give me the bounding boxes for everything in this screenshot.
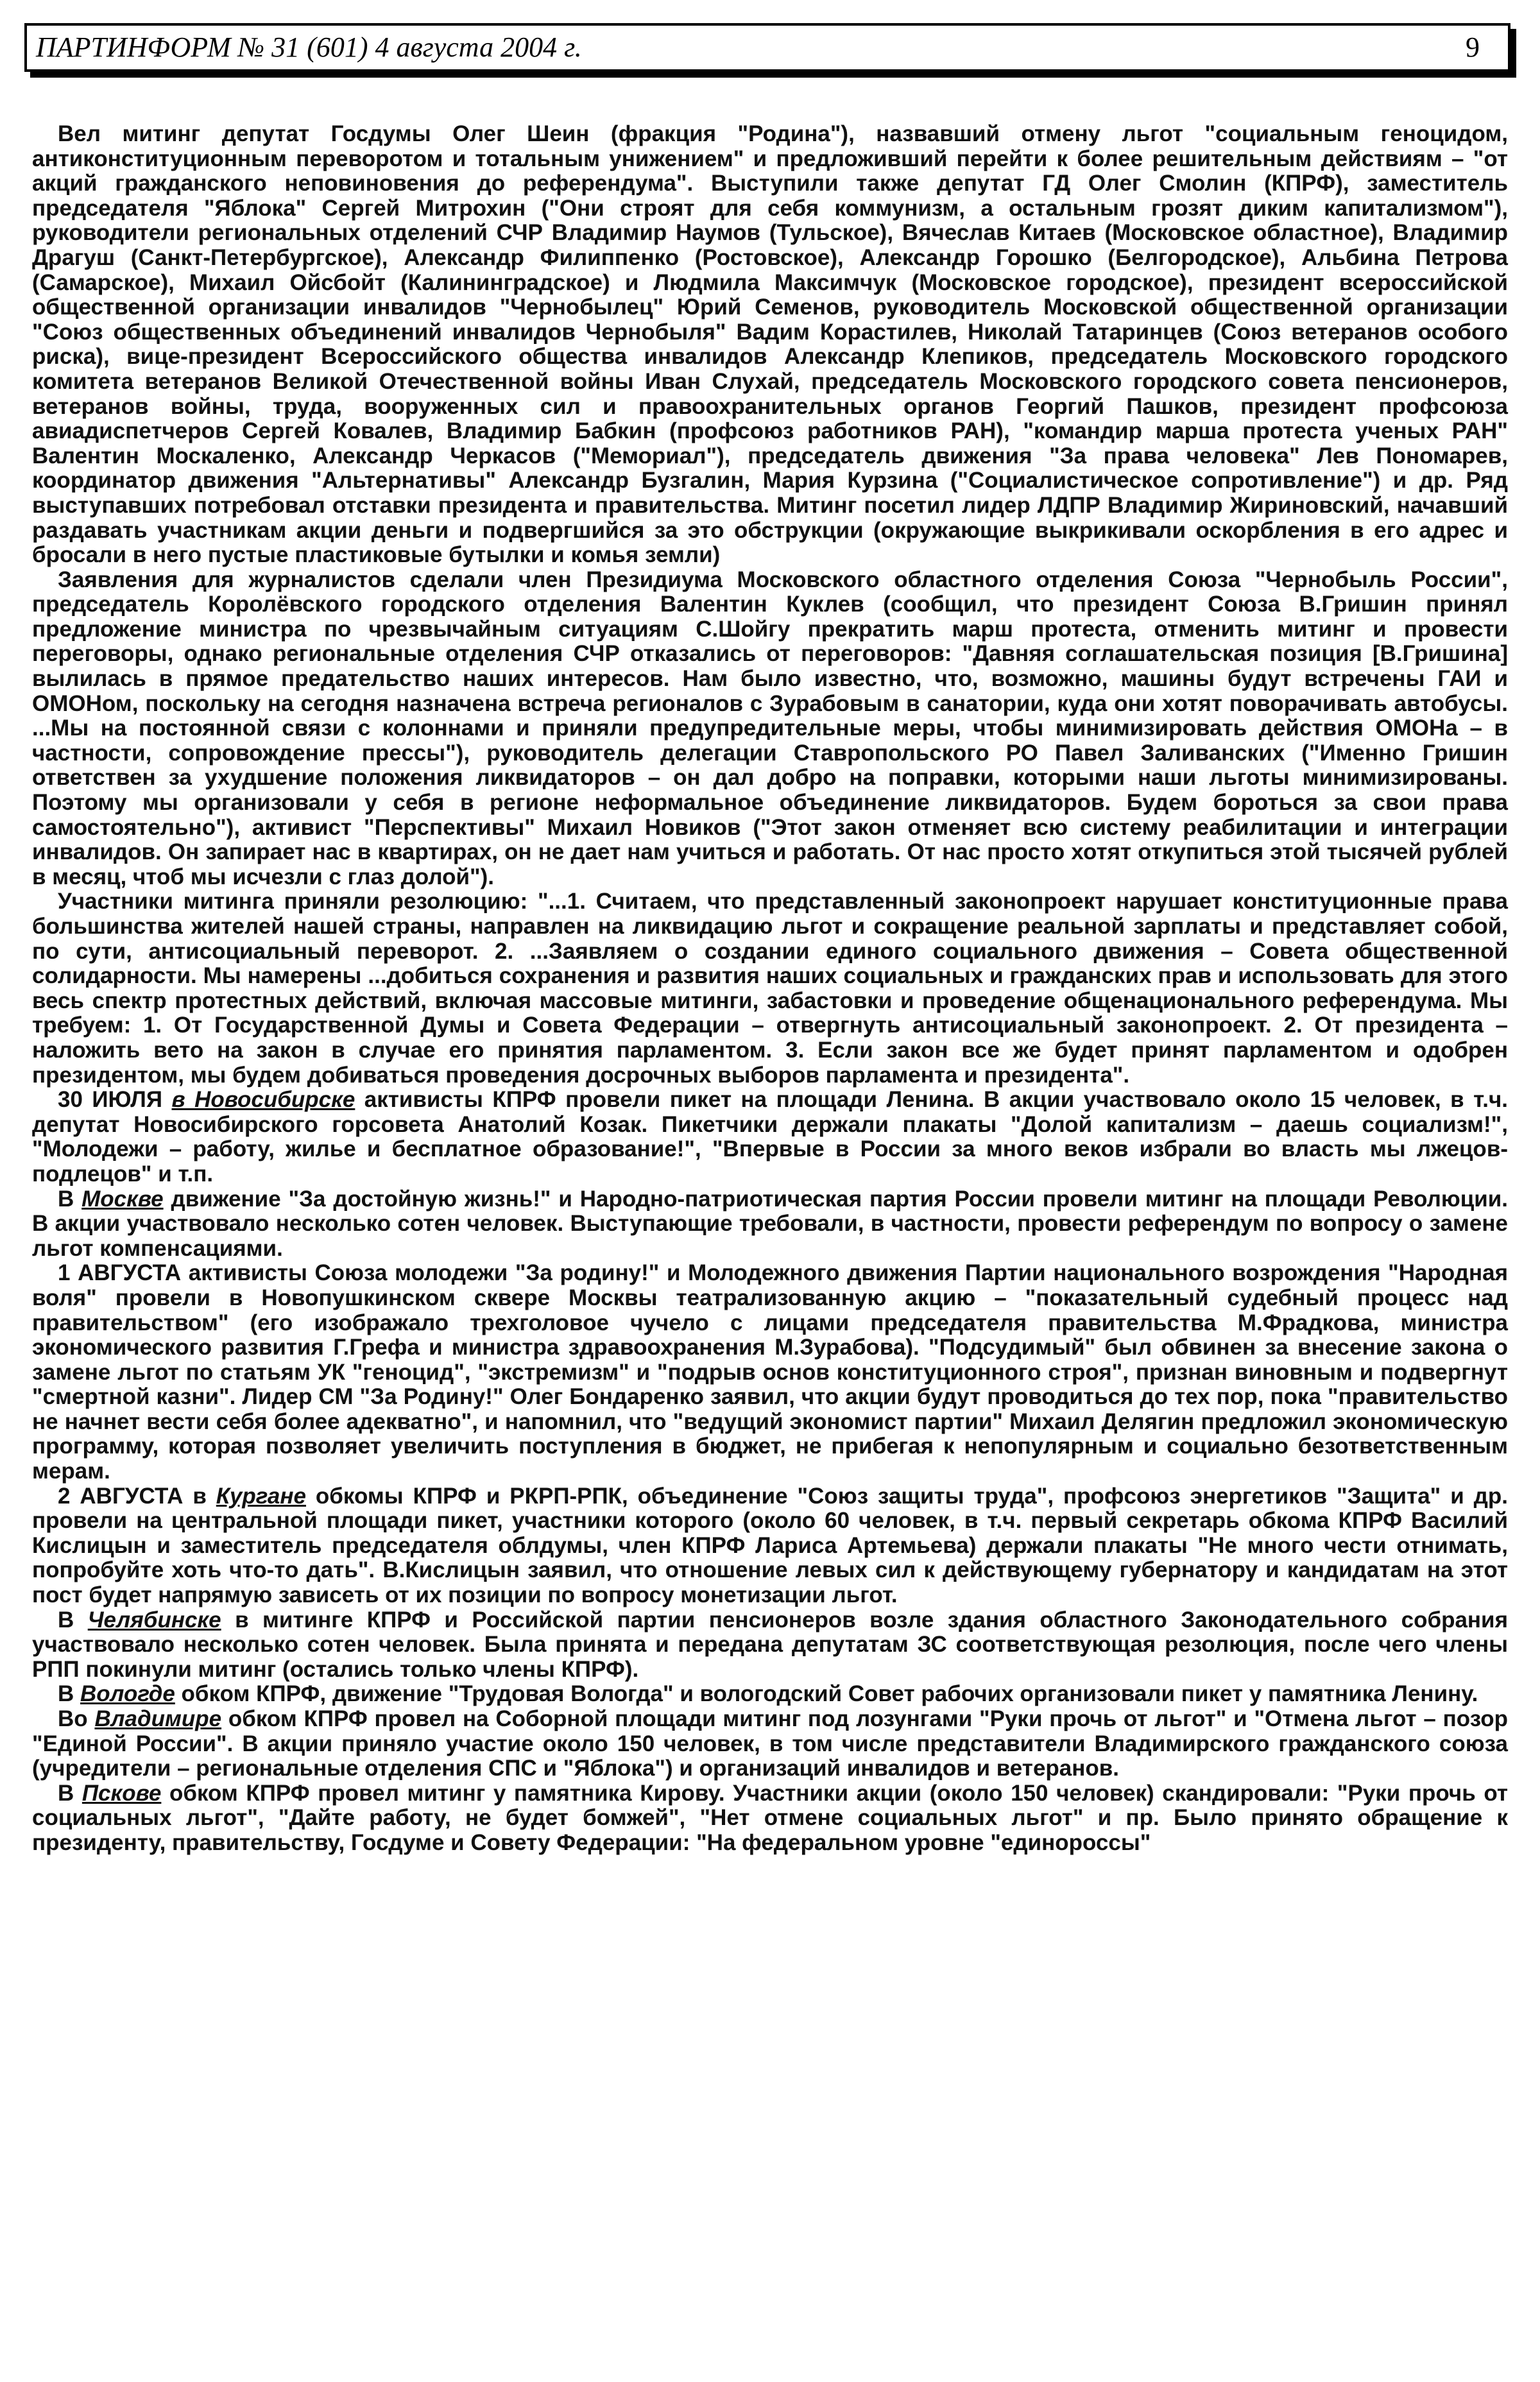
paragraph-text: обком КПРФ провел на Соборной площади митинг под лозунгами "Руки прочь от льгот" и "Отмена льгот – позор "Единой России". В акции приняло участие около 150 человек, в том числе представители Владимирского гражданского союза (учредители – региональные отделения СПС и "Яблока") и организаций инвалидов и ветеранов.	[32, 1706, 1508, 1781]
paragraph-pskov	[32, 1781, 1508, 1856]
date-lead: 30 ИЮЛЯ	[58, 1087, 172, 1113]
paragraph-text: активисты КПРФ провели пикет на площади Ленина. В акции участвовало около 15 человек, в т.ч. депутат Новосибирского горсовета Анатолий Козак. Пикетчики держали плакаты "Долой капитализм – даешь социализм!", "Молодежи – работу, жилье и бесплатное образование!", "Впервые в России за много веков избрали во власть мы лжецов-подлецов" и т.п.	[32, 1087, 1508, 1187]
paragraph-august-1: 1 АВГУСТА активисты Союза молодежи "За родину!" и Молодежного движения Партии национального возрождения "Народная воля" провели в Новопушкинском сквере Москвы театрализованную акцию – "показательный судебный процесс над правительством" (его изображало трехголовое чучело с лицами председателя правительства М.Фрадкова, министра экономического развития Г.Грефа и министра здравоохранения М.Зурабова). "Подсудимый" был обвинен за внесение закона о замене льгот по статьям УК "геноцид", "экстремизм" и "подрыв основ конституционного строя", признан виновным и подвергнут "смертной казни". Лидер СМ "За Родину!" Олег Бондаренко заявил, что акции будут проводиться до тех пор, пока "правительство не начнет вести себя более адекватно", и напомнил, что "ведущий экономист партии" Михаил Делягин предложил экономическую программу, которая позволяет увеличить поступления в бюджет, не прибегая к непопулярным и социально безответственным мерам.	[32, 1260, 1508, 1484]
paragraph-chelyabinsk	[32, 1608, 1508, 1683]
place-name: в Новосибирске	[171, 1087, 355, 1113]
paragraph-kurgan	[32, 1484, 1508, 1608]
place-name: Вологде	[80, 1681, 175, 1707]
paragraph-text: в митинге КПРФ и Российской партии пенсионеров возле здания областного Законодательного собрания участвовало несколько сотен человек. Была принята и передана депутатам ЗС соответствующая резолюция, после чего члены РПП покинули митинг (остались только члены КПРФ).	[32, 1607, 1508, 1682]
place-name: Челябинске	[87, 1607, 221, 1632]
paragraph-text: обком КПРФ, движение "Трудовая Вологда" и вологодский Совет рабочих организовали пикет у памятника Ленину.	[175, 1681, 1478, 1707]
paragraph-text: движение "За достойную жизнь!" и Народно-патриотическая партия России провели митинг на площади Революции. В акции участвовало несколько сотен человек. Выступающие требовали, в частности, провести референдум по вопросу о замене льгот компенсациями.	[32, 1186, 1509, 1261]
paragraph-novosibirsk	[32, 1088, 1508, 1187]
date-lead: В	[58, 1607, 88, 1632]
paragraph-statements: Заявления для журналистов сделали член Президиума Московского областного отделения Союза "Чернобыль России", председатель Королёвского городского отделения Валентин Куклев (сообщил, что президент Союза В.Гришин принял предложение министра по чрезвычайным ситуациям С.Шойгу прекратить марш протеста, отменить митинг и провести переговоры, однако региональные отделения СЧР отказались от переговоров: "Давняя соглашательская позиция [В.Гришина] вылилась в прямое предательство наших интересов. Нам было известно, что, возможно, машины будут встречены ГАИ и ОМОНом, поскольку на сегодня назначена встреча регионалов с Зурабовым в санатории, куда они хотят поворачивать автобусы. ...Мы на постоянной связи с колоннами и приняли предупредительные меры, чтобы минимизировать действия ОМОНа – в частности, сопровождение прессы"), руководитель делегации Ставропольского РО Павел Заливанских ("Именно Гришин ответствен за ухудшение положения ликвидаторов – он дал добро на поправки, которыми наши льготы минимизированы. Поэтому мы организовали у себя в регионе неформальное объединение ликвидаторов. Будем бороться за свои права самостоятельно"), активист "Перспективы" Михаил Новиков ("Этот закон отменяет всю систему реабилитации и интеграции инвалидов. Он запирает нас в квартирах, он не дает нам учиться и работать. От нас просто хотят откупиться этой тысячей рублей в месяц, чтоб мы исчезли с глаз долой").	[32, 567, 1508, 889]
place-name: Владимире	[94, 1706, 222, 1731]
article-body	[32, 122, 1508, 1856]
date-lead: В	[58, 1186, 82, 1212]
paragraph-vologda	[32, 1682, 1508, 1707]
place-name: Москве	[81, 1186, 164, 1212]
paragraph-rally: Вел митинг депутат Госдумы Олег Шеин (фракция "Родина"), назвавший отмену льгот "социальным геноцидом, антиконституционным переворотом и тотальным унижением" и предложивший перейти к более решительным действиям – "от акций гражданского неповиновения до референдума". Выступили также депутат ГД Олег Смолин (КПРФ), заместитель председателя "Яблока" Сергей Митрохин ("Они строят для себя коммунизм, а остальным грозят диким капитализмом"), руководители региональных отделений СЧР Владимир Наумов (Тульское), Вячеслав Китаев (Московское областное), Владимир Драгуш (Санкт-Петербургское), Александр Филиппенко (Ростовское), Александр Горошко (Белгородское), Альбина Петрова (Самарское), Михаил Ойсбойт (Калининградское) и Людмила Максимчук (Московское городское), президент всероссийской общественной организации инвалидов "Чернобылец" Юрий Семенов, руководитель Московской общественной организации "Союз общественных объединений инвалидов Чернобыля" Вадим Корастилев, Николай Татаринцев (Союз ветеранов особого риска), вице-президент Всероссийского общества инвалидов Александр Клепиков, председатель Московского городского комитета ветеранов Великой Отечественной войны Иван Слухай, председатель Московского городского совета пенсионеров, ветеранов войны, труда, вооруженных сил и правоохранительных органов Георгий Пашков, президент профсоюза авиадиспетчеров Сергей Ковалев, Владимир Бабкин (профсоюз работников РАН), "командир марша протеста ученых РАН" Валентин Москаленко, Александр Черкасов ("Мемориал"), председатель движения "За права человека" Лев Пономарев, координатор движения "Альтернативы" Александр Бузгалин, Мария Курзина ("Социалистическое сопротивление") и др. Ряд выступавших потребовал отставки президента и правительства. Митинг посетил лидер ЛДПР Владимир Жириновский, начавший раздавать участникам акции деньги и подвергшийся за это обструкции (окружающие выкрикивали оскорбления в его адрес и бросали в него пустые пластиковые бутылки и комья земли)	[32, 121, 1508, 568]
date-lead: В	[58, 1780, 82, 1806]
page-header	[24, 23, 1510, 72]
paragraph-moscow	[32, 1187, 1508, 1262]
date-lead: В	[58, 1681, 80, 1707]
page-number: 9	[1466, 31, 1480, 63]
date-lead: 2 АВГУСТА в	[58, 1483, 216, 1509]
place-name: Пскове	[81, 1780, 162, 1806]
newspaper-title: ПАРТИНФОРМ № 31 (601) 4 августа 2004 г.	[36, 31, 582, 63]
paragraph-vladimir	[32, 1707, 1508, 1781]
paragraph-resolution: Участники митинга приняли резолюцию: "...1. Считаем, что представленный законопроект нарушает конституционные права большинства жителей нашей страны, направлен на ликвидацию льгот и сокращение реальной зарплаты и представляет собой, по сути, антисоциальный переворот. 2. ...Заявляем о создании единого социального движения – Совета общественной солидарности. Мы намерены ...добиться сохранения и развития наших социальных и гражданских прав и использовать для этого весь спектр протестных действий, включая массовые митинги, забастовки и проведение общенационального референдума. Мы требуем: 1. От Государственной Думы и Совета Федерации – отвергнуть антисоциальный законопроект. 2. От президента – наложить вето на закон в случае его принятия парламентом. 3. Если закон все же будет принят парламентом и одобрен президентом, мы будем добиваться проведения досрочных выборов парламента и президента".	[32, 889, 1508, 1088]
paragraph-text: обком КПРФ провел митинг у памятника Кирову. Участники акции (около 150 человек) скандировали: "Руки прочь от социальных льгот", "Дайте работу, не будет бомжей", "Нет отмене социальных льгот" и пр. Было принято обращение к президенту, правительству, Госдуме и Совету Федерации: "На федеральном уровне "единороссы"	[32, 1780, 1509, 1855]
place-name: Кургане	[216, 1483, 306, 1509]
paragraph-text: обкомы КПРФ и РКРП-РПК, объединение "Союз защиты труда", профсоюз энергетиков "Защита" и др. провели на центральной площади пикет, участники которого (около 60 человек, в т.ч. первый секретарь обкома КПРФ Василий Кислицын и заместитель председателя облдумы, член КПРФ Лариса Артемьева) держали плакаты "Не много чести отнимать, попробуйте хоть что-то дать". В.Кислицын заявил, что отношение левых сил к действующему губернатору и кандидатам на этот пост будет напрямую зависеть от их позиции по вопросу монетизации льгот.	[32, 1483, 1508, 1608]
date-lead: Во	[58, 1706, 95, 1731]
